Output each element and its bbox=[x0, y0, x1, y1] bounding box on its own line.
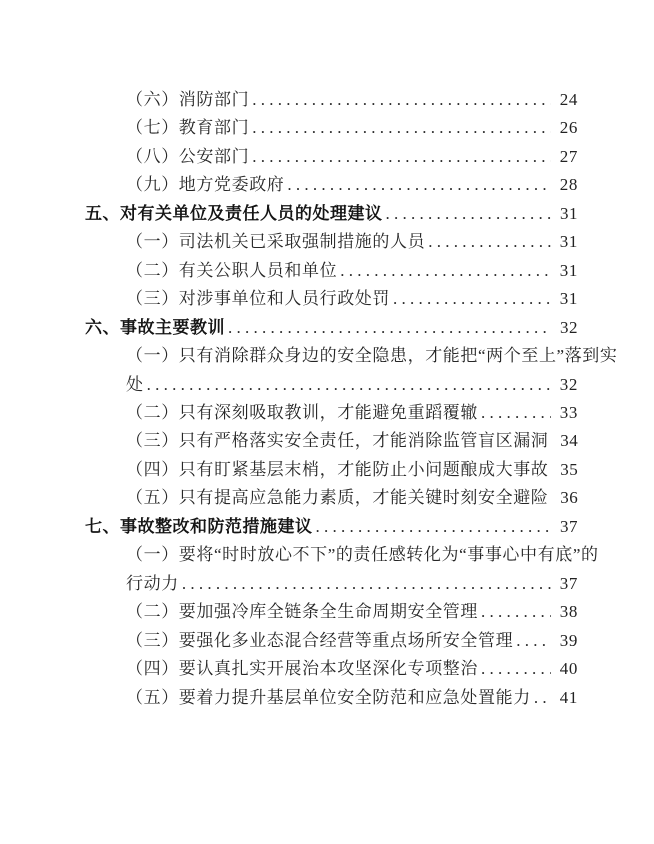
toc-entry bbox=[126, 86, 578, 114]
toc-page-number: 31 bbox=[559, 260, 578, 280]
toc-page-number: 38 bbox=[559, 602, 578, 622]
toc-page-number: 27 bbox=[559, 146, 578, 166]
toc-page-number: 37 bbox=[560, 516, 578, 536]
toc-page-number: 34 bbox=[560, 431, 579, 451]
toc-dot-leader bbox=[316, 513, 552, 541]
toc-entry bbox=[126, 456, 578, 484]
toc-page-number: 32 bbox=[559, 374, 578, 394]
toc-dot-leader bbox=[481, 655, 551, 683]
toc-page-number: 41 bbox=[559, 687, 578, 707]
toc-entry-text: （八）公安部门 bbox=[126, 146, 250, 166]
toc-dot-leader bbox=[252, 143, 551, 171]
toc-page-number: 28 bbox=[559, 175, 578, 195]
toc-page-number: 40 bbox=[559, 659, 578, 679]
toc-entry bbox=[126, 399, 578, 427]
toc-entry bbox=[126, 143, 578, 171]
toc-entry-text: （一）司法机关已采取强制措施的人员 bbox=[126, 232, 426, 252]
toc-entry-text: （二）只有深刻吸取教训，才能避免重蹈覆辙 bbox=[126, 402, 478, 422]
toc-entry bbox=[126, 257, 578, 285]
toc-dot-leader bbox=[252, 86, 551, 114]
toc-entry-text: 六、事故主要教训 bbox=[85, 317, 225, 337]
toc-page-number: 31 bbox=[559, 289, 578, 309]
toc-dot-leader bbox=[386, 200, 552, 228]
toc-entry bbox=[126, 684, 578, 712]
toc-entry-text: （五）只有提高应急能力素质，才能关键时刻安全避险 bbox=[126, 488, 549, 508]
toc-page-number: 39 bbox=[559, 630, 578, 650]
toc-dot-leader bbox=[287, 171, 551, 199]
toc-entry-text: （二）有关公职人员和单位 bbox=[126, 260, 338, 280]
toc-entry-text: （七）教育部门 bbox=[126, 118, 250, 138]
toc-dot-leader bbox=[516, 627, 551, 655]
toc-dot-leader bbox=[393, 285, 551, 313]
toc-entry bbox=[126, 627, 578, 655]
toc-page-number: 35 bbox=[560, 459, 579, 479]
toc-page-number: 33 bbox=[559, 402, 578, 422]
toc-entry-text: （二）要加强冷库全链条全生命周期安全管理 bbox=[126, 602, 478, 622]
toc-entry-text: （五）要着力提升基层单位安全防范和应急处置能力 bbox=[126, 687, 531, 707]
toc-dot-leader bbox=[428, 228, 551, 256]
toc-dot-leader bbox=[182, 570, 551, 598]
toc-dot-leader bbox=[481, 598, 551, 626]
toc-entry-text: （三）要强化多业态混合经营等重点场所安全管理 bbox=[126, 630, 514, 650]
toc-dot-leader bbox=[481, 399, 551, 427]
toc-entry bbox=[126, 114, 578, 142]
toc-entry bbox=[85, 314, 578, 342]
toc-entry bbox=[126, 342, 618, 370]
toc-entry bbox=[126, 541, 599, 569]
toc-entry-text: （三）只有严格落实安全责任，才能消除监管盲区漏洞 bbox=[126, 431, 549, 451]
toc-entry bbox=[126, 171, 578, 199]
toc-entry-text: 行动力 bbox=[126, 573, 179, 593]
toc-entry bbox=[126, 228, 578, 256]
toc-entry bbox=[126, 598, 578, 626]
toc-dot-leader bbox=[340, 257, 551, 285]
toc-entry-text: （九）地方党委政府 bbox=[126, 175, 285, 195]
toc-dot-leader bbox=[252, 114, 551, 142]
toc-entry-text: 处 bbox=[126, 374, 144, 394]
toc-entry bbox=[126, 371, 578, 399]
toc-dot-leader bbox=[228, 314, 551, 342]
toc-entry bbox=[126, 570, 578, 598]
toc-page-number: 31 bbox=[560, 203, 578, 223]
toc-entry bbox=[126, 655, 578, 683]
toc-page-number: 36 bbox=[560, 488, 579, 508]
toc-entry-text: 五、对有关单位及责任人员的处理建议 bbox=[85, 203, 383, 223]
toc-entry bbox=[126, 484, 578, 512]
toc-entry bbox=[126, 285, 578, 313]
toc-page-number: 31 bbox=[559, 232, 578, 252]
toc-page-number: 32 bbox=[560, 317, 578, 337]
toc-entry bbox=[85, 200, 578, 228]
toc-entry-text: （四）只有盯紧基层末梢，才能防止小问题酿成大事故 bbox=[126, 459, 549, 479]
toc-page-number: 24 bbox=[559, 90, 578, 109]
toc-page-number: 37 bbox=[559, 573, 578, 593]
toc-entry-text: （一）只有消除群众身边的安全隐患，才能把“两个至上”落到实 bbox=[126, 346, 618, 366]
toc-page-number: 26 bbox=[559, 118, 578, 138]
toc-entry-text: （一）要将“时时放心不下”的责任感转化为“事事心中有底”的 bbox=[126, 545, 599, 565]
toc-entry-text: （六）消防部门 bbox=[126, 90, 250, 109]
toc-dot-leader bbox=[534, 684, 551, 712]
toc-entry bbox=[85, 513, 578, 541]
table-of-contents bbox=[0, 86, 654, 712]
toc-dot-leader bbox=[147, 371, 551, 399]
toc-entry-text: （三）对涉事单位和人员行政处罚 bbox=[126, 289, 390, 309]
toc-entry bbox=[126, 427, 578, 455]
toc-entry-text: （四）要认真扎实开展治本攻坚深化专项整治 bbox=[126, 659, 478, 679]
toc-entry-text: 七、事故整改和防范措施建议 bbox=[85, 516, 313, 536]
